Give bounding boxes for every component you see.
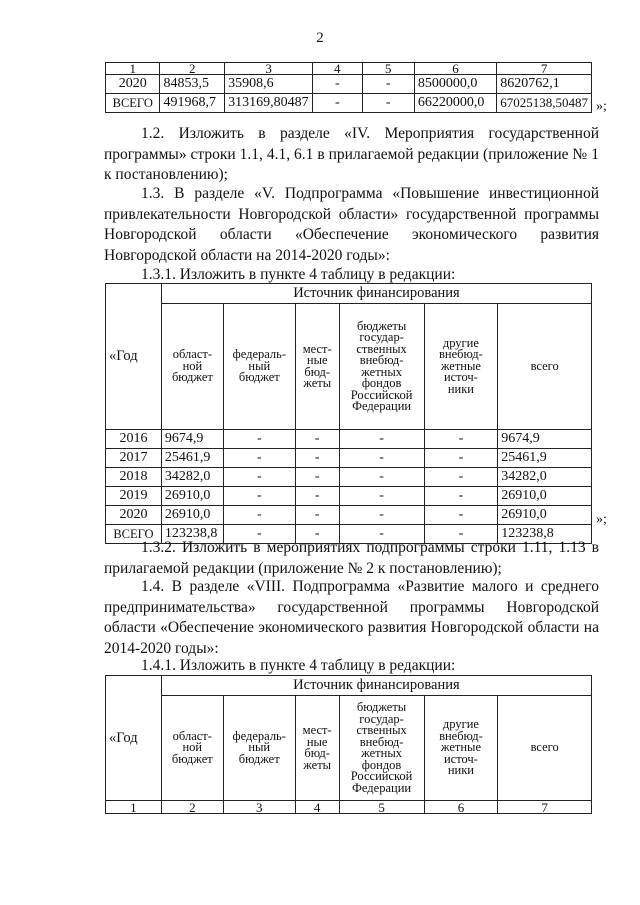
total-header: всего (498, 696, 592, 801)
value-cell: 26910,0 (161, 506, 223, 525)
table-row (106, 506, 592, 525)
value-cell: - (424, 487, 498, 506)
top-table-col-number: 2 (160, 63, 225, 75)
value-cell: - (223, 449, 295, 468)
value-cell: - (424, 430, 498, 449)
top-table-col-number: 6 (414, 63, 496, 75)
total-label-cell: ВСЕГО (106, 94, 160, 113)
year-header: «Год (106, 284, 162, 430)
value-cell: - (424, 449, 498, 468)
value-cell: 491968,7 (160, 94, 225, 113)
financing-source-header: Источник финансирования (161, 676, 591, 696)
top-table-col-number: 5 (362, 63, 414, 75)
other-sources-header: другие внебюд- жетные источ- ники (424, 304, 498, 430)
value-cell: 34282,0 (161, 468, 223, 487)
column-number: 7 (498, 801, 592, 814)
top-table-header-row (106, 63, 592, 75)
value-cell: - (362, 94, 414, 113)
value-cell: - (295, 525, 339, 544)
value-cell: - (223, 525, 295, 544)
value-cell: - (339, 506, 424, 525)
financing-source-header: Источник финансирования (161, 284, 591, 304)
value-cell: - (362, 75, 414, 94)
paragraph-1-3-2: 1.3.2. Изложить в мероприятиях подпрограммы строки 1.11, 1.13 в прилагаемой редакции (приложение № 2 к постановлению); (104, 539, 599, 577)
top-table-col-number: 7 (497, 63, 592, 75)
closing-quote: »; (596, 99, 607, 114)
column-number: 3 (223, 801, 295, 814)
local-budgets-header: мест- ные бюд- жеты (295, 304, 339, 430)
value-cell: 9674,9 (498, 430, 592, 449)
value-cell: - (339, 449, 424, 468)
table-row (106, 468, 592, 487)
value-cell: - (339, 430, 424, 449)
extrabudgetary-funds-header: бюджеты государ- ственных внебюд- жетных фондов Российской Федерации (339, 696, 424, 801)
total-label-cell: ВСЕГО (106, 525, 162, 544)
column-numbers-row (106, 801, 592, 814)
value-cell: 67025138,50487 (497, 94, 592, 113)
top-table-col-number: 3 (225, 63, 313, 75)
column-number: 5 (339, 801, 424, 814)
year-cell: 2016 (106, 430, 162, 449)
financing-table-1 (105, 283, 592, 544)
value-cell: - (339, 525, 424, 544)
table-header-row (106, 284, 592, 304)
value-cell: - (424, 525, 498, 544)
value-cell: 35908,6 (225, 75, 313, 94)
year-cell: 2017 (106, 449, 162, 468)
value-cell: 66220000,0 (414, 94, 496, 113)
federal-budget-header: федераль- ный бюджет (223, 304, 295, 430)
value-cell: 25461,9 (498, 449, 592, 468)
column-number: 2 (161, 801, 223, 814)
top-table-col-number: 4 (313, 63, 362, 75)
value-cell: - (424, 468, 498, 487)
paragraph-1-2: 1.2. Изложить в разделе «IV. Мероприятия государственной программы» строки 1.1, 4.1, 6.1 в прилагаемой редакции (приложение № 1 к постановлению); (104, 125, 599, 183)
value-cell: - (339, 468, 424, 487)
value-cell: - (295, 430, 339, 449)
value-cell: - (313, 94, 362, 113)
federal-budget-header: федераль- ный бюджет (223, 696, 295, 801)
column-number: 4 (295, 801, 339, 814)
table-row (106, 487, 592, 506)
paragraph-1-4-1: 1.4.1. Изложить в пункте 4 таблицу в редакции: (141, 657, 456, 674)
top-table-col-number: 1 (106, 63, 160, 75)
value-cell: - (295, 506, 339, 525)
value-cell: 25461,9 (161, 449, 223, 468)
page-number: 2 (316, 30, 324, 46)
value-cell: 8500000,0 (414, 75, 496, 94)
table-subheader-row (106, 304, 592, 430)
extrabudgetary-funds-header: бюджеты государ- ственных внебюд- жетных фондов Российской Федерации (339, 304, 424, 430)
year-header: «Год (106, 676, 162, 801)
value-cell: 34282,0 (498, 468, 592, 487)
value-cell: - (223, 506, 295, 525)
year-cell: 2020 (106, 75, 160, 94)
value-cell: - (295, 468, 339, 487)
top-table (105, 62, 592, 113)
year-cell: 2018 (106, 468, 162, 487)
value-cell: 313169,80487 (225, 94, 313, 113)
value-cell: - (223, 430, 295, 449)
value-cell: - (313, 75, 362, 94)
value-cell: - (424, 506, 498, 525)
table-header-row (106, 676, 592, 696)
local-budgets-header: мест- ные бюд- жеты (295, 696, 339, 801)
regional-budget-header: област- ной бюджет (161, 304, 223, 430)
value-cell: 9674,9 (161, 430, 223, 449)
value-cell: 123238,8 (161, 525, 223, 544)
year-cell: 2020 (106, 506, 162, 525)
value-cell: 26910,0 (498, 506, 592, 525)
other-sources-header: другие внебюд- жетные источ- ники (424, 696, 498, 801)
value-cell: 26910,0 (161, 487, 223, 506)
value-cell: - (295, 487, 339, 506)
year-cell: 2019 (106, 487, 162, 506)
table-row (106, 75, 592, 94)
closing-quote: »; (596, 512, 607, 527)
regional-budget-header: област- ной бюджет (161, 696, 223, 801)
value-cell: 84853,5 (160, 75, 225, 94)
paragraph-1-4: 1.4. В разделе «VIII. Подпрограмма «Развитие малого и среднего предпринимательства» государственной программы Новгородской области «Обеспечение экономического развития Новгородской области на 2014-2020 годы»: (104, 578, 599, 657)
value-cell: - (339, 487, 424, 506)
column-number: 6 (424, 801, 498, 814)
paragraph-1-3-1: 1.3.1. Изложить в пункте 4 таблицу в редакции: (141, 266, 456, 283)
value-cell: 26910,0 (498, 487, 592, 506)
column-number: 1 (106, 801, 162, 814)
table-subheader-row (106, 696, 592, 801)
table-row (106, 449, 592, 468)
financing-table-2 (105, 675, 592, 814)
total-header: всего (498, 304, 592, 430)
value-cell: 8620762,1 (497, 75, 592, 94)
table-row (106, 94, 592, 113)
value-cell: 123238,8 (498, 525, 592, 544)
table-row (106, 430, 592, 449)
paragraph-1-3: 1.3. В разделе «V. Подпрограмма «Повышение инвестиционной привлекательности Новгородской области» государственной программы Новгородской области «Обеспечение экономического развития Новгородской области на 2014-2020 годы»: (104, 185, 599, 264)
value-cell: - (295, 449, 339, 468)
value-cell: - (223, 468, 295, 487)
value-cell: - (223, 487, 295, 506)
